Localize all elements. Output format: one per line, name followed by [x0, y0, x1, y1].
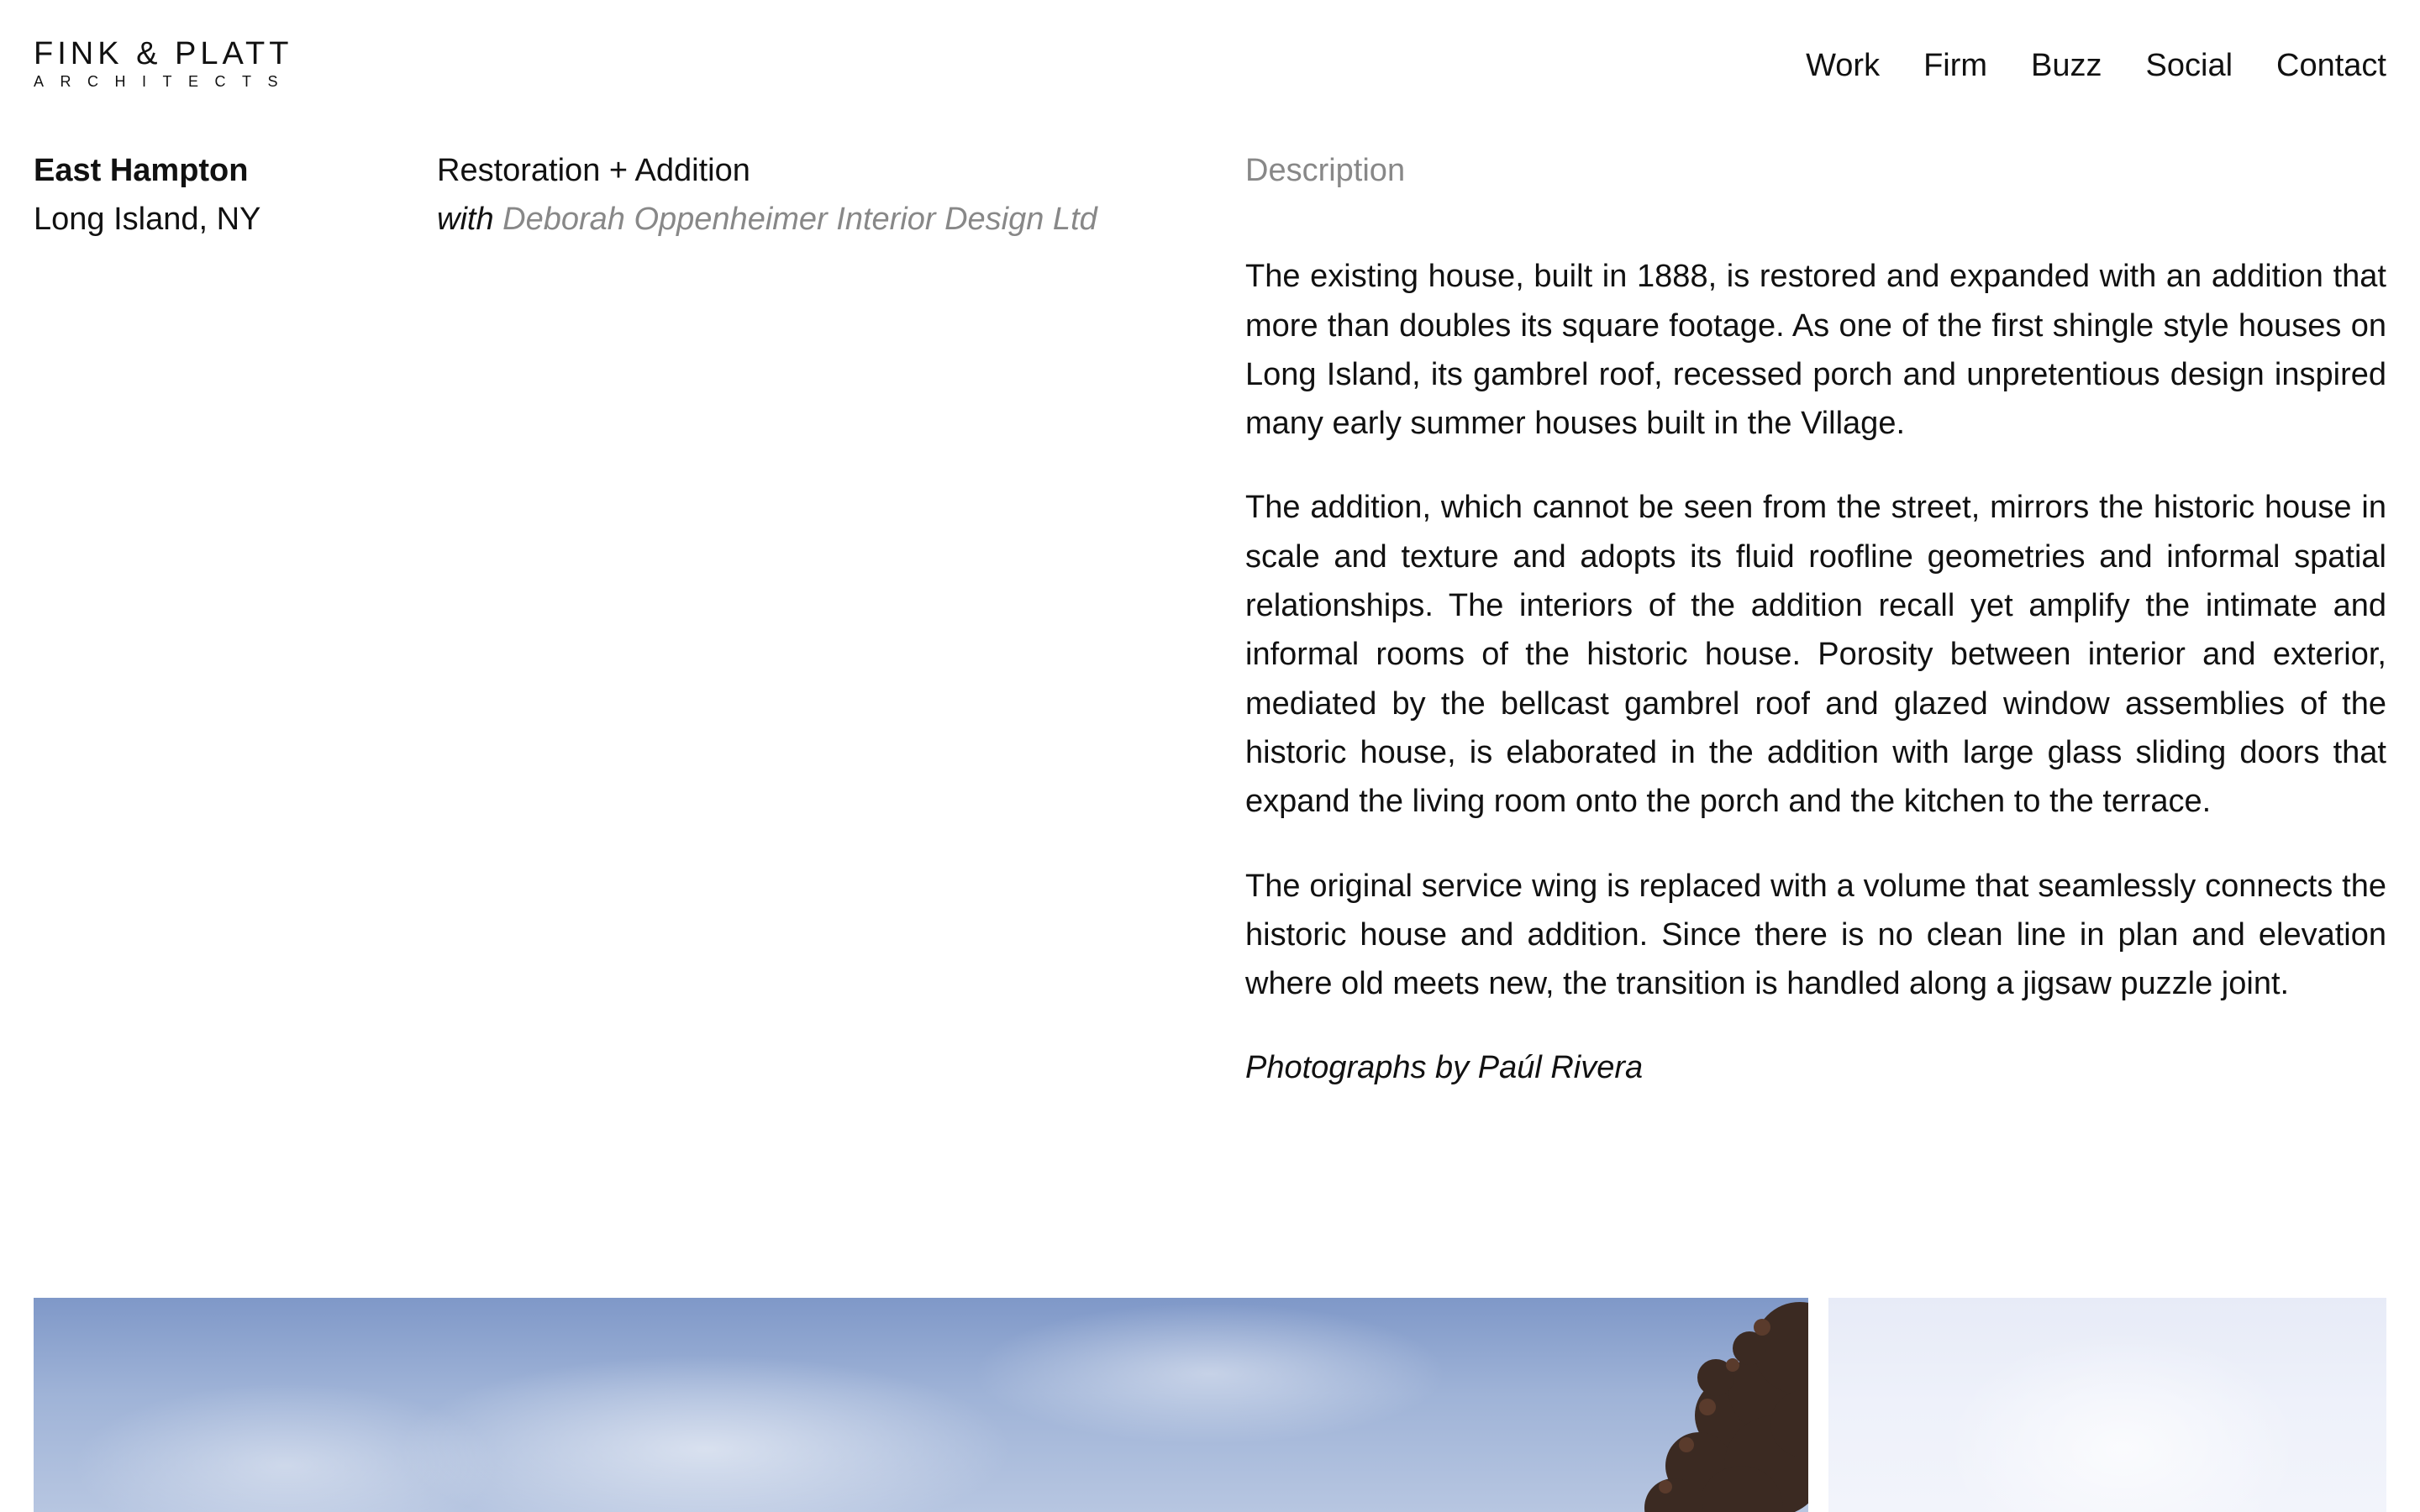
photo-credit: Photographs by Paúl Rivera: [1245, 1050, 1644, 1086]
project-location: [34, 146, 260, 244]
tree-foliage: [1607, 1298, 1808, 1512]
nav-link-firm[interactable]: Firm: [1923, 48, 1988, 83]
description-section: [1245, 146, 2386, 1093]
description-paragraph: The existing house, built in 1888, is restored and expanded with an addition that more than doubles its square footage. As one of the first shingle style houses on Long Island, its gambrel roof, recessed porch and unpretentious design inspired many early summer houses built in the Village.: [1245, 259, 2386, 442]
project-photo-secondary[interactable]: [1828, 1298, 2386, 1512]
site-logo[interactable]: [34, 37, 311, 91]
project-city: East Hampton: [34, 153, 249, 188]
nav-link-work[interactable]: Work: [1806, 48, 1881, 83]
description-paragraph: The addition, which cannot be seen from the street, mirrors the historic house in scale and texture and adopts its fluid roofline geometries and informal spatial relationships. The interiors of the addition recall yet amplify the intimate and informal rooms of the historic house. Porosity between interior and exterior, mediated by the bellcast gambrel roof and glazed window assemblies of the historic house, is elaborated in the addition with large glass sliding doors that expand the living room onto the porch and the kitchen to the terrace.: [1245, 490, 2386, 820]
project-type: Restoration + Addition: [437, 153, 750, 188]
nav-link-contact[interactable]: Contact: [2276, 48, 2386, 83]
logo-wordmark: FINK & PLATT: [34, 36, 293, 71]
logo-subtitle: ARCHITECTS: [34, 73, 295, 90]
nav-link-social[interactable]: Social: [2145, 48, 2233, 83]
nav-link-buzz[interactable]: Buzz: [2031, 48, 2102, 83]
description-paragraph: The original service wing is replaced with a volume that seamlessly connects the historic house and addition. Since there is no clean line in plan and elevation where old meets new, the transition is handled along a jigsaw puzzle joint.: [1245, 868, 2386, 1002]
project-region: Long Island, NY: [34, 202, 261, 237]
description-heading: Description: [1245, 153, 1406, 188]
main-nav: [1806, 45, 2386, 86]
collaborator-name: Deborah Oppenheimer Interior Design Ltd: [502, 202, 1097, 237]
project-photo-main[interactable]: [34, 1298, 1808, 1512]
with-label: with: [437, 202, 494, 237]
project-collaboration: [437, 195, 1097, 244]
project-type-block: [437, 146, 1097, 244]
